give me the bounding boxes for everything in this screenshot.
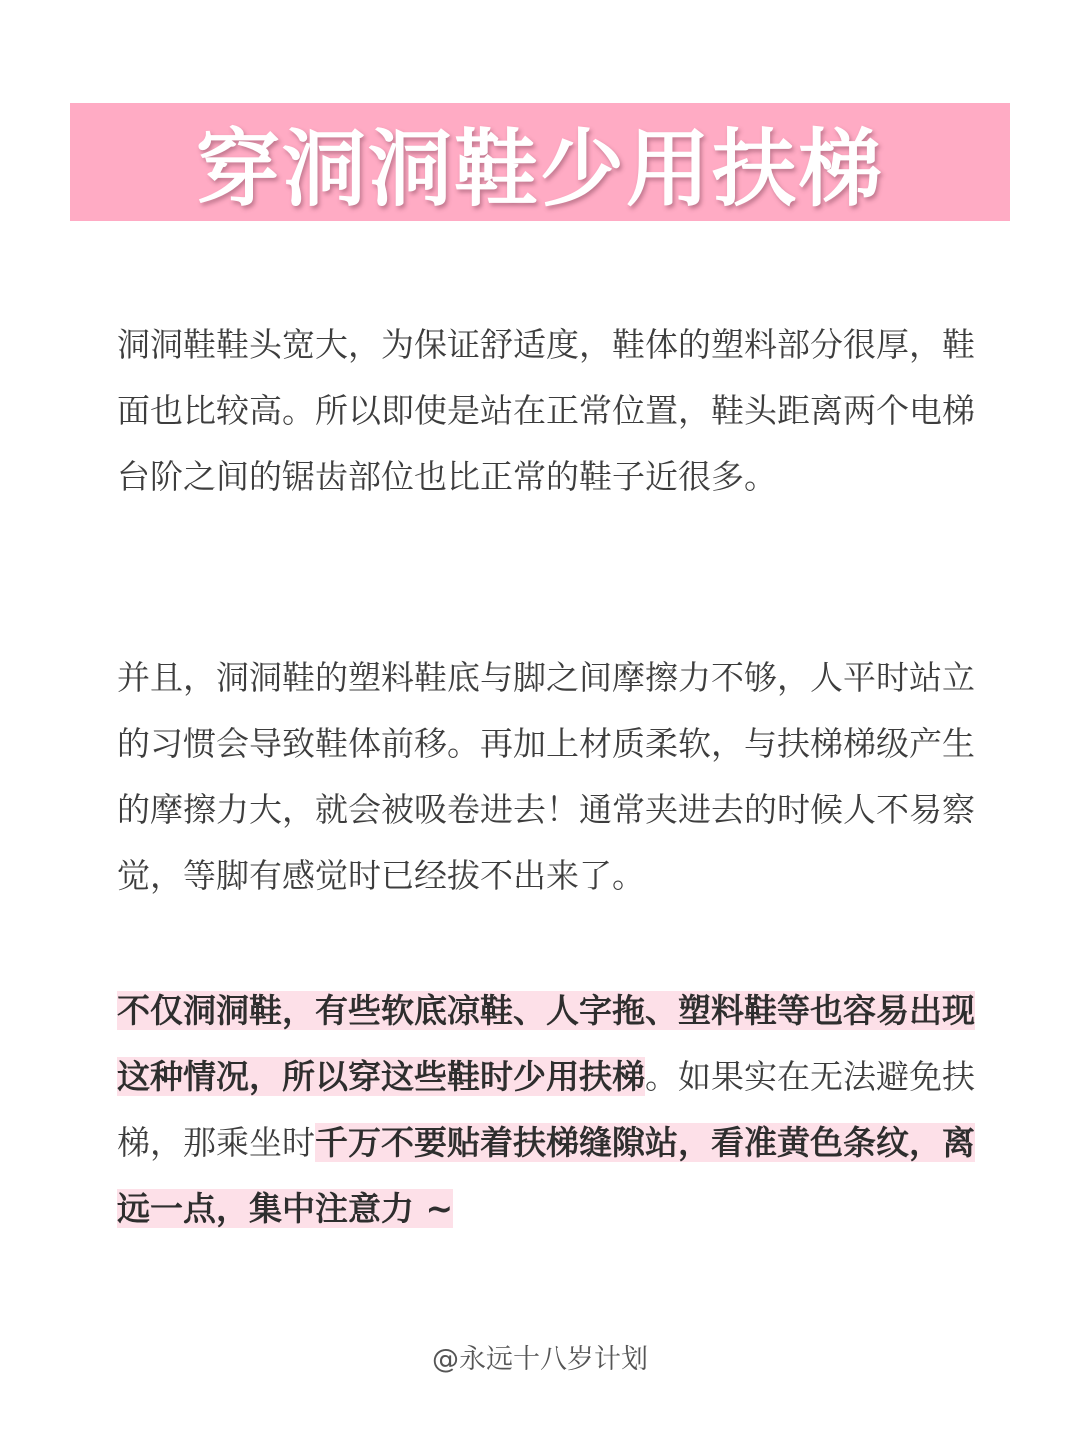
normal-text: 。如果实在无法避免扶梯，那乘坐时 [117,1057,975,1162]
paragraph-1: 洞洞鞋鞋头宽大，为保证舒适度，鞋体的塑料部分很厚，鞋面也比较高。所以即使是站在正常位置，鞋头距离两个电梯台阶之间的锯齿部位也比正常的鞋子近很多。 [117,325,975,496]
title-banner [70,103,1010,221]
page-title: 穿洞洞鞋少用扶梯 [195,119,884,218]
paragraph-2: 并且，洞洞鞋的塑料鞋底与脚之间摩擦力不够，人平时站立的习惯会导致鞋体前移。再加上材质柔软，与扶梯梯级产生的摩擦力大，就会被吸卷进去！通常夹进去的时候人不易察觉，等脚有感觉时已经拔不出来了。 [117,658,975,895]
author-watermark: @永远十八岁计划 [432,1344,648,1375]
paragraph-3 [117,978,977,1242]
highlight-text-1: 不仅洞洞鞋，有些软底凉鞋、人字拖、塑料鞋等也容易出现这种情况，所以穿这些鞋时少用扶梯 [117,991,975,1096]
highlight-text-2: 千万不要贴着扶梯缝隙站，看准黄色条纹，离远一点，集中注意力 ~ [117,1123,975,1228]
